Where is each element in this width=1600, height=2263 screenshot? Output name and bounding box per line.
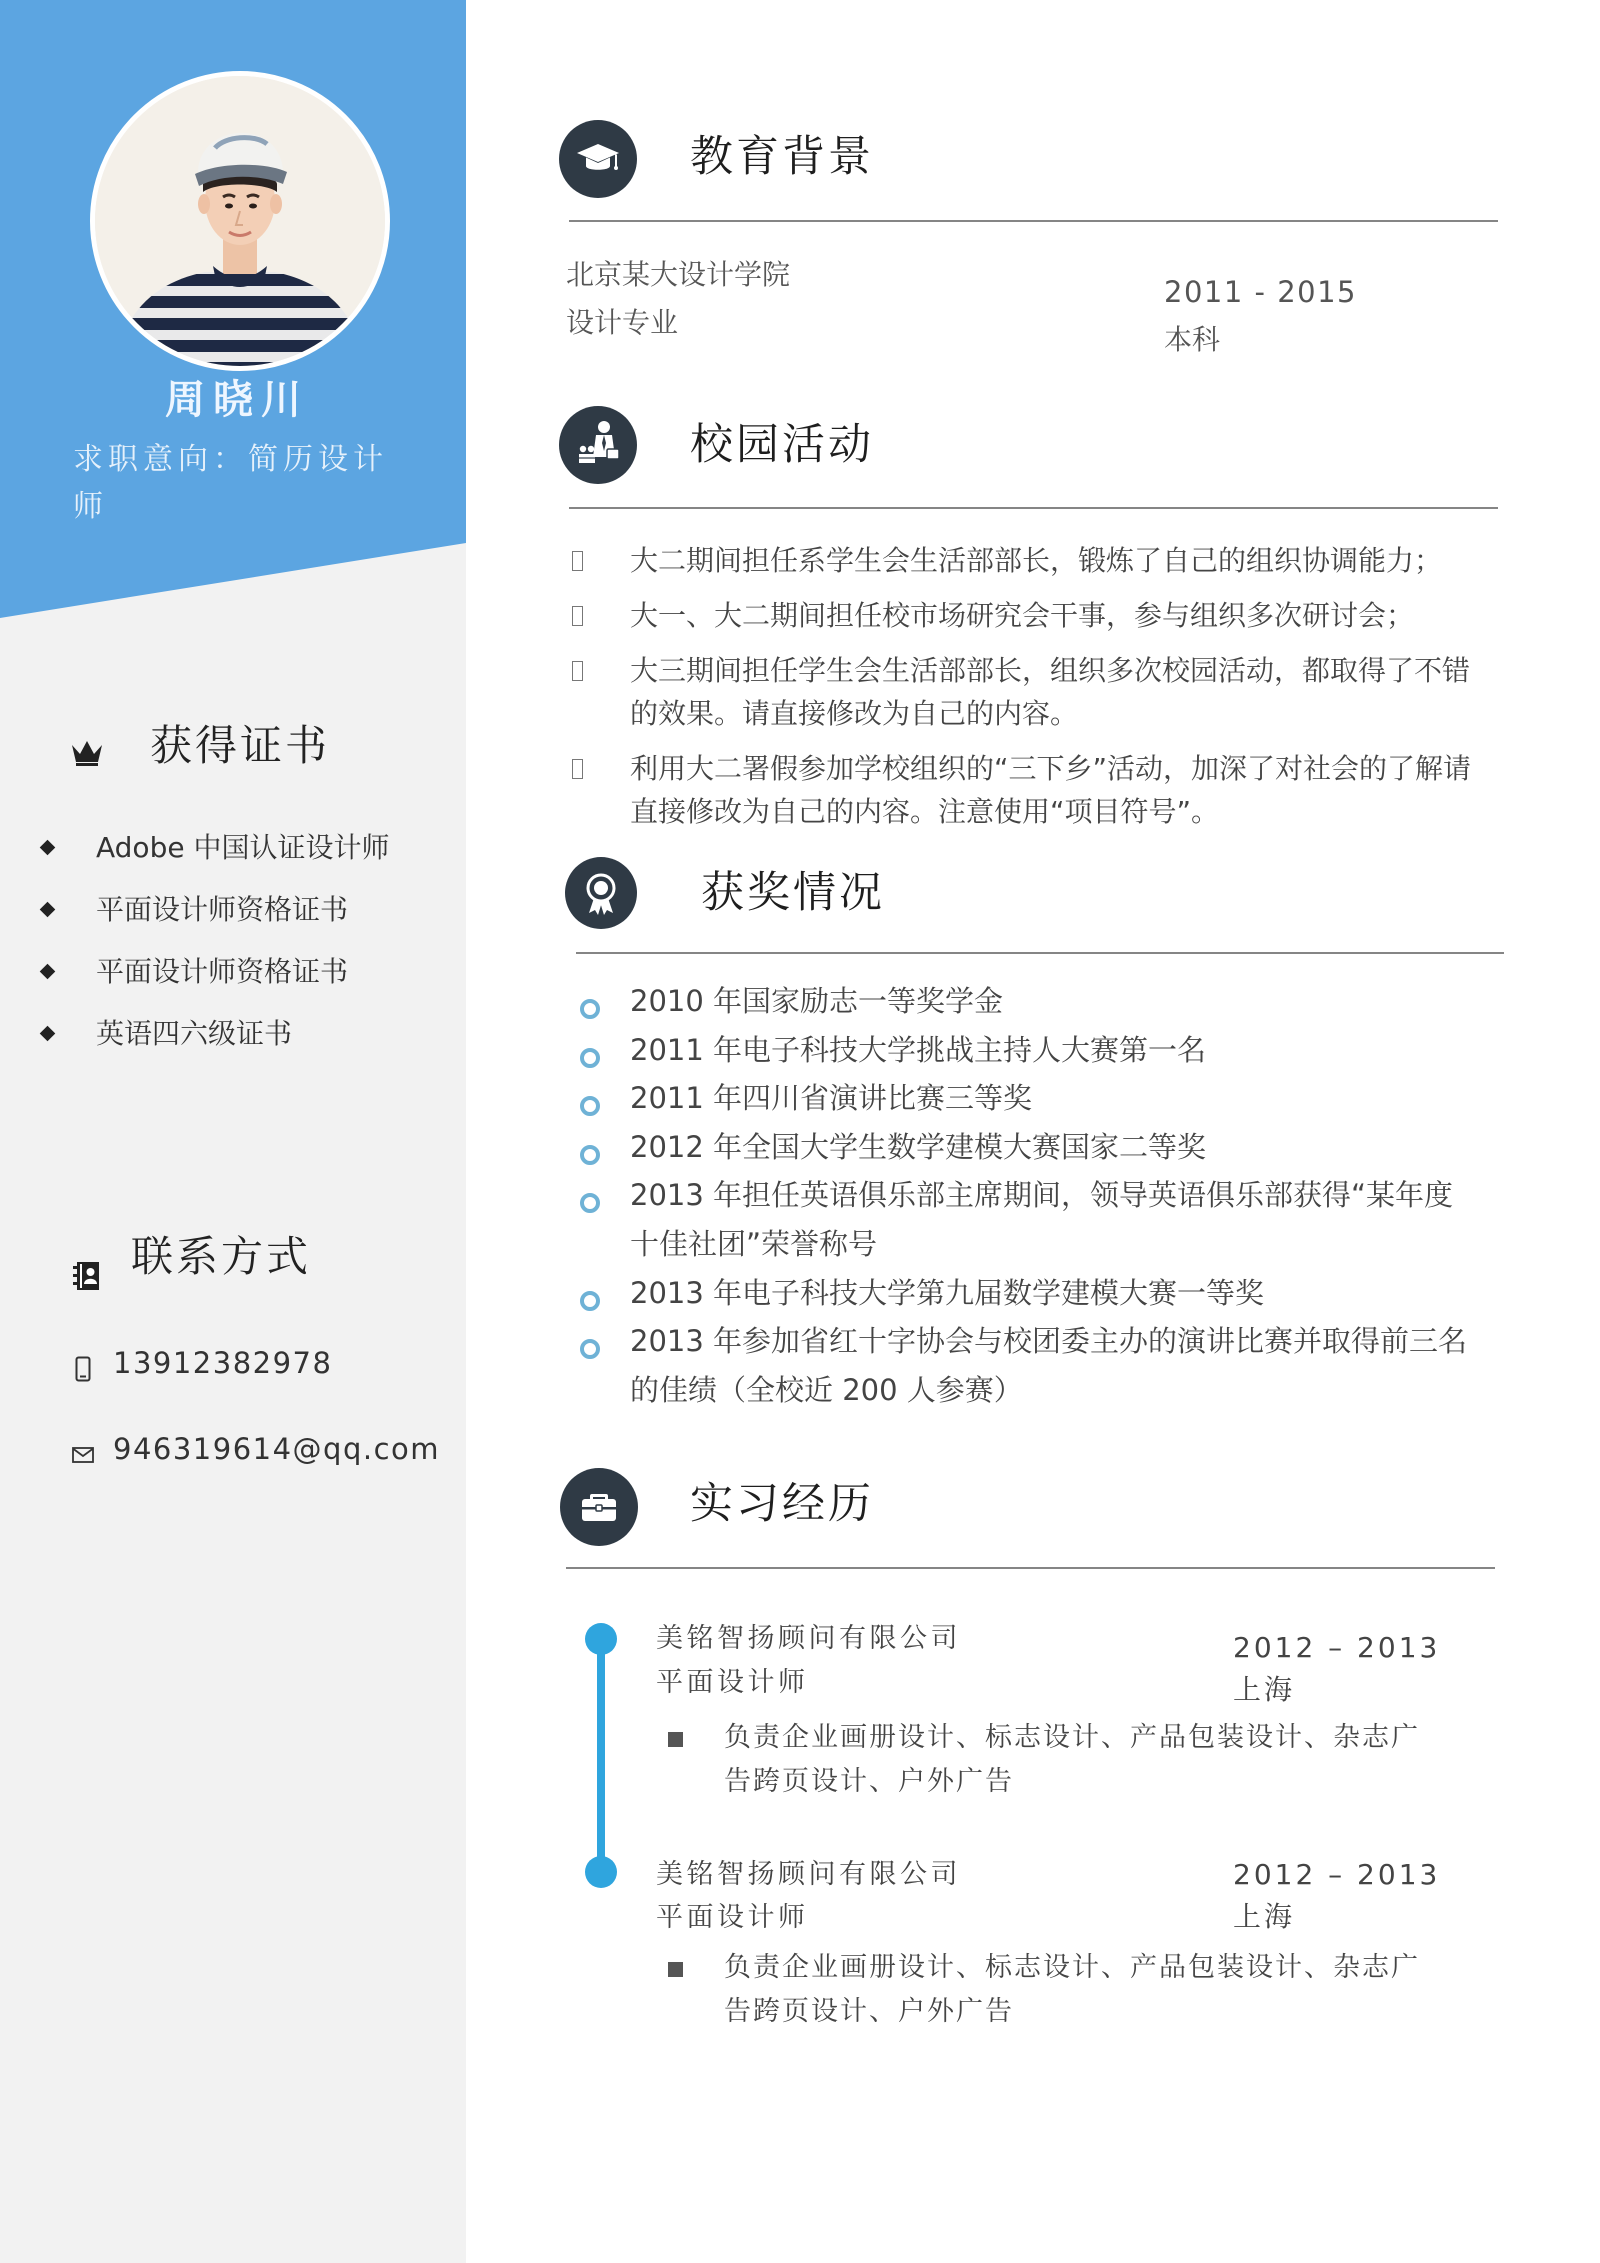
- phone-icon: [75, 1356, 91, 1382]
- list-item: [0, 890, 466, 952]
- job-intention: 求职意向：简历设计师: [73, 442, 388, 524]
- activity-text: 利用大二署假参加学校组织的“三下乡”活动，加深了对社会的了解请直接修改为自己的内容。注意使用“项目符号”。: [630, 752, 1472, 828]
- award-text: 2013 年担任英语俱乐部主席期间，领导英语俱乐部获得“某年度十佳社团”荣誉称号: [630, 1178, 1454, 1261]
- campus-activities-title: 校园活动: [690, 420, 874, 470]
- medal-icon: [565, 857, 637, 929]
- certificate-name: 英语四六级证书: [96, 1017, 293, 1050]
- education-period: 2011 - 2015: [1164, 275, 1358, 309]
- diamond-bullet-icon: [40, 964, 56, 980]
- phone-number: 13912382978: [113, 1346, 333, 1380]
- major: 设计专业: [566, 306, 679, 339]
- crown-icon: [67, 732, 107, 772]
- internship-period: 2012 – 2013: [1233, 1631, 1441, 1664]
- list-item: [567, 747, 1475, 833]
- internship-title: 实习经历: [690, 1479, 874, 1529]
- list-item: [0, 828, 466, 890]
- ring-bullet-icon: [580, 1048, 600, 1068]
- ring-bullet-icon: [580, 1291, 600, 1311]
- award-text: 2013 年参加省红十字协会与校团委主办的演讲比赛并取得前三名的佳绩（全校近 200 人参赛）: [630, 1324, 1468, 1407]
- diamond-bullet-icon: [40, 1026, 56, 1042]
- activity-text: 大三期间担任学生会生活部部长，组织多次校园活动，都取得了不错的效果。请直接修改为自己的内容。: [630, 654, 1471, 730]
- timeline-dot: [585, 1856, 617, 1888]
- list-item: [576, 1171, 1475, 1268]
- company-name: 美铭智扬顾问有限公司: [656, 1859, 961, 1890]
- job-role: 平面设计师: [656, 1902, 809, 1933]
- candidate-name: 周晓川: [165, 377, 309, 423]
- certificates-list: [0, 828, 466, 1076]
- duty-text: 负责企业画册设计、标志设计、产品包装设计、杂志广告跨页设计、户外广告: [724, 1722, 1420, 1797]
- company-name: 美铭智扬顾问有限公司: [656, 1623, 961, 1654]
- square-bullet-icon: [668, 1962, 683, 1977]
- school-name: 北京某大设计学院: [566, 258, 791, 291]
- award-text: 2013 年电子科技大学第九届数学建模大赛一等奖: [630, 1275, 1265, 1310]
- diamond-bullet-icon: [40, 840, 56, 856]
- award-text: 2011 年四川省演讲比赛三等奖: [630, 1081, 1033, 1116]
- certificates-title: 获得证书: [150, 721, 331, 770]
- box-bullet-icon: [572, 759, 583, 779]
- internship-location: 上海: [1233, 1673, 1296, 1706]
- box-bullet-icon: [572, 606, 583, 626]
- certificate-name: 平面设计师资格证书: [96, 893, 349, 926]
- list-item: [576, 1074, 1475, 1123]
- profile-photo: [90, 71, 390, 371]
- section-divider: [566, 1567, 1495, 1569]
- list-item: [576, 1026, 1475, 1075]
- list-item: [576, 1269, 1475, 1318]
- timeline-line: [597, 1639, 605, 1872]
- activity-text: 大二期间担任系学生会生活部部长，锻炼了自己的组织协调能力；: [630, 544, 1443, 577]
- square-bullet-icon: [668, 1732, 683, 1747]
- education-title: 教育背景: [690, 132, 874, 182]
- section-divider: [569, 220, 1498, 222]
- box-bullet-icon: [572, 661, 583, 681]
- campus-activities-list: [567, 539, 1475, 845]
- certificate-name: Adobe 中国认证设计师: [96, 831, 390, 864]
- contact-book-icon: [70, 1259, 104, 1293]
- internship-period: 2012 – 2013: [1233, 1858, 1441, 1891]
- award-text: 2011 年电子科技大学挑战主持人大赛第一名: [630, 1032, 1207, 1067]
- briefcase-icon: [560, 1468, 638, 1546]
- section-divider: [576, 952, 1504, 954]
- award-text: 2010 年国家励志一等奖学金: [630, 984, 1004, 1018]
- ring-bullet-icon: [580, 1193, 600, 1213]
- list-item: [567, 649, 1475, 735]
- ring-bullet-icon: [580, 1145, 600, 1165]
- job-role: 平面设计师: [656, 1667, 809, 1698]
- ring-bullet-icon: [580, 999, 600, 1019]
- list-item: [576, 1123, 1475, 1172]
- ring-bullet-icon: [580, 1096, 600, 1116]
- list-item: [567, 594, 1475, 637]
- box-bullet-icon: [572, 551, 583, 571]
- diamond-bullet-icon: [40, 902, 56, 918]
- list-item: [576, 1317, 1475, 1414]
- list-item: [576, 977, 1475, 1026]
- awards-list: [576, 977, 1475, 1414]
- list-item: [0, 952, 466, 1014]
- degree: 本科: [1164, 323, 1221, 356]
- internship-location: 上海: [1233, 1900, 1296, 1933]
- award-text: 2012 年全国大学生数学建模大赛国家二等奖: [630, 1129, 1207, 1164]
- activity-text: 大一、大二期间担任校市场研究会干事，参与组织多次研讨会；: [630, 599, 1415, 632]
- awards-title: 获奖情况: [701, 868, 885, 918]
- list-item: [567, 539, 1475, 582]
- contact-title: 联系方式: [131, 1232, 312, 1281]
- certificate-name: 平面设计师资格证书: [96, 955, 349, 988]
- timeline-dot: [585, 1623, 617, 1655]
- section-divider: [569, 507, 1498, 509]
- duty-text: 负责企业画册设计、标志设计、产品包装设计、杂志广告跨页设计、户外广告: [724, 1952, 1420, 2027]
- graduation-cap-icon: [559, 120, 637, 198]
- list-item: [0, 1014, 466, 1076]
- campus-activity-icon: [559, 406, 637, 484]
- email-address: 946319614@qq.com: [113, 1432, 441, 1466]
- ring-bullet-icon: [580, 1339, 600, 1359]
- mail-icon: [72, 1447, 94, 1463]
